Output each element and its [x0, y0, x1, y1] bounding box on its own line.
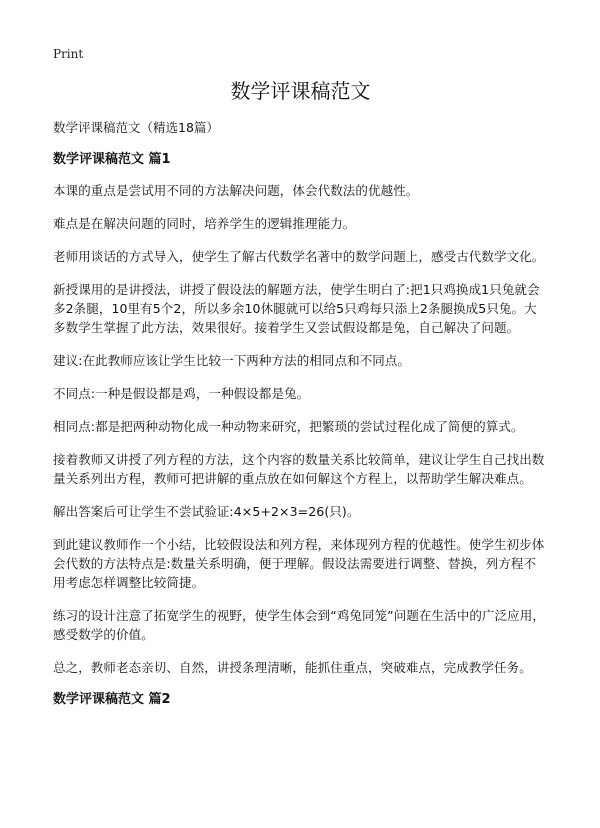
paragraph-10: 到此建议教师作一个小结，比较假设法和列方程，来体现列方程的优越性。使学生初步体会代数的方法特点是:数量关系明确，便于理解。假设法需要进行调整、替换，列方程不用考虑怎样调整比较简捷。	[53, 537, 545, 590]
paragraph-12: 总之，教师老态亲切、自然，讲授条理清晰，能抓住重点，突破难点，完成教学任务。	[53, 660, 532, 675]
paragraph-3: 老师用谈话的方式导入，使学生了解古代数学名著中的数学问题上，感受古代数学文化。	[53, 249, 545, 264]
paragraph-6: 不同点:一种是假设都是鸡，一种假设都是兔。	[53, 386, 310, 401]
paragraph-1: 本课的重点是尝试用不同的方法解决问题，体会代数法的优越性。	[53, 183, 419, 198]
paragraph-4: 新授课用的是讲授法，讲授了假设法的解题方法，使学生明白了:把1只鸡换成1只兔就会多2条腿，10里有5个2，所以多余10休腿就可以给5只鸡每只添上2条腿换成5只兔。大多数学生掌握了此方法，效果很好。接着学生又尝试假设都是兔，自己解决了问题。	[53, 282, 540, 335]
paragraph-9: 解出答案后可让学生不尝试验证:4×5+2×3=26(只)。	[53, 504, 360, 519]
paragraph-5: 建议:在此教师应该让学生比较一下两种方法的相同点和不同点。	[53, 353, 411, 368]
paragraph-2: 难点是在解决问题的同时，培养学生的逻辑推理能力。	[53, 216, 356, 231]
document-title: 数学评课稿范文	[230, 79, 371, 103]
paragraph-11: 练习的设计注意了拓宽学生的视野，使学生体会到“鸡兔同笼”问题在生活中的广泛应用，感受数学的价值。	[53, 608, 545, 642]
paragraph-7: 相同点:都是把两种动物化成一种动物来研究，把繁琐的尝试过程化成了简便的算式。	[53, 419, 524, 434]
paragraph-8: 接着教师又讲授了列方程的方法，这个内容的数量关系比较简单，建议让学生自己找出数量关系列出方程，教师可把讲解的重点放在如何解这个方程上，以帮助学生解决难点。	[53, 452, 545, 486]
print-link[interactable]: Print	[53, 47, 84, 61]
document-subtitle: 数学评课稿范文（精选18篇）	[53, 120, 219, 135]
section-heading-1: 数学评课稿范文 篇1	[53, 152, 171, 167]
section-heading-2: 数学评课稿范文 篇2	[53, 692, 171, 707]
